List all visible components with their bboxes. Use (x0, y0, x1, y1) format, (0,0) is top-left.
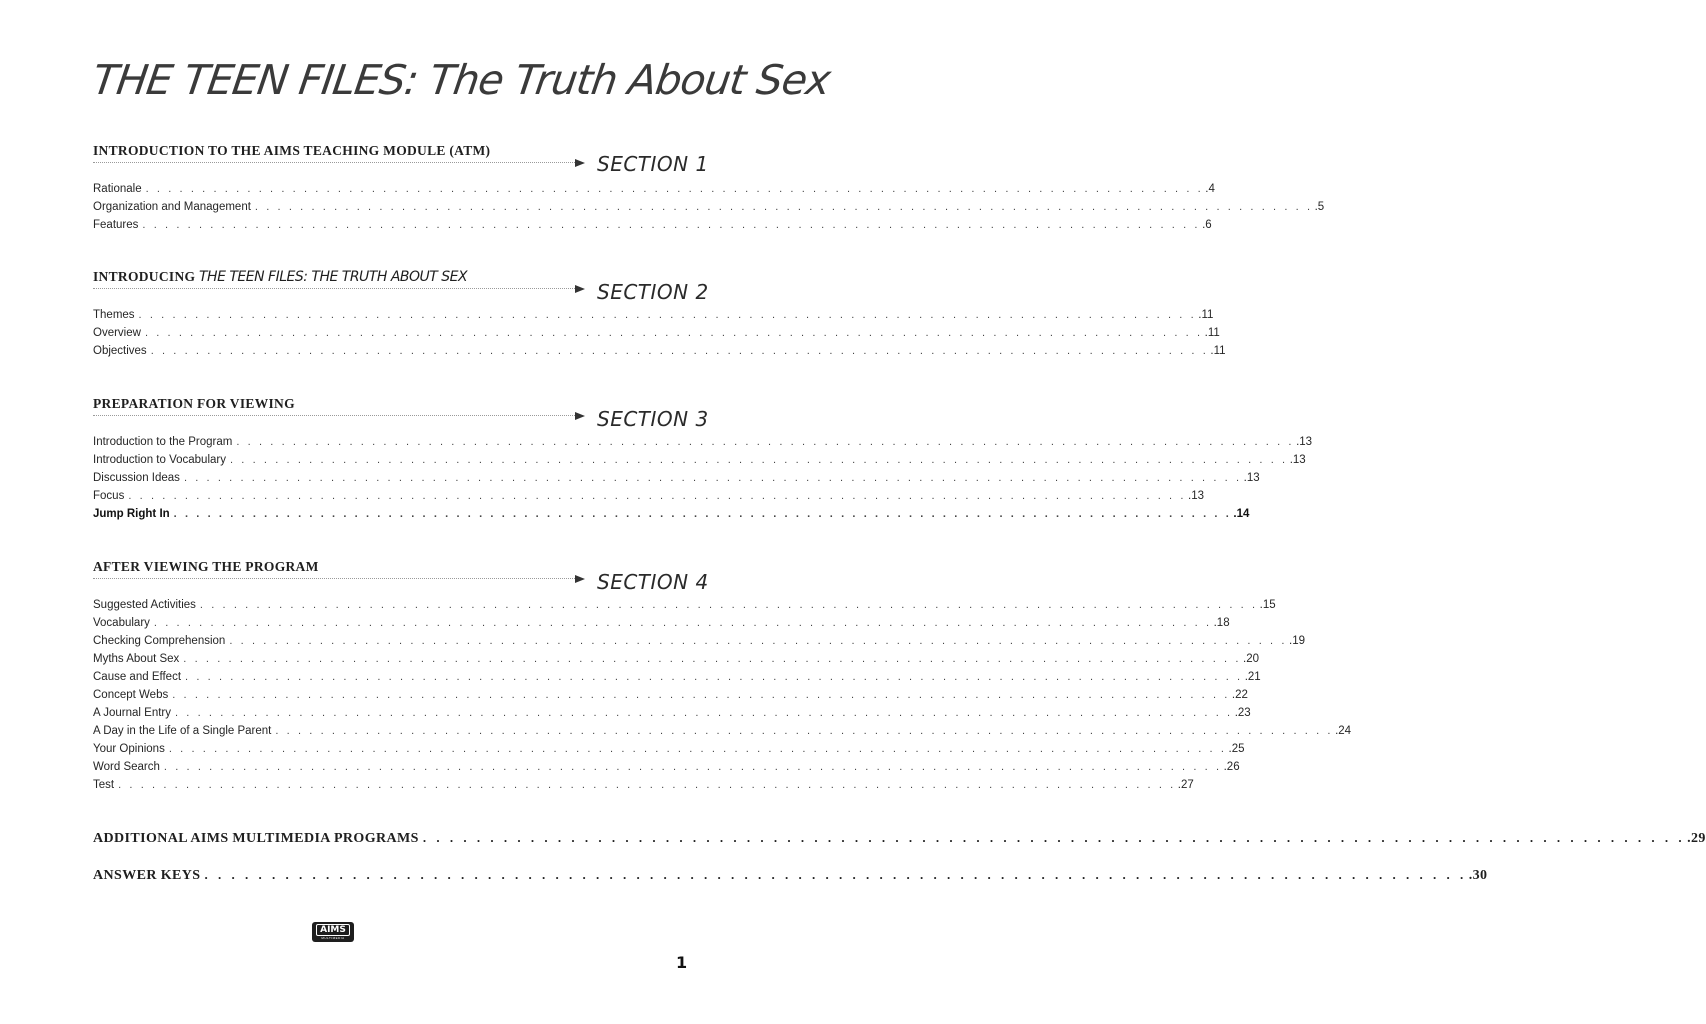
dot-leader (255, 198, 1313, 216)
toc-entry[interactable] (93, 216, 1212, 234)
toc-entry-label: Organization and Management (93, 201, 251, 213)
aims-logo (312, 922, 354, 942)
toc-entry[interactable] (93, 487, 1205, 505)
toc-entry[interactable] (93, 668, 1261, 686)
toc-entry[interactable] (93, 758, 1240, 776)
toc-entry-label: Focus (93, 490, 125, 502)
section-label: SECTION 2 (597, 280, 709, 304)
toc-entry-page: .27 (1177, 779, 1194, 791)
section-label: SECTION 1 (597, 152, 709, 176)
toc-entry-page: .30 (1468, 868, 1488, 883)
section-heading-text: AFTER VIEWING THE PROGRAM (93, 559, 319, 574)
section-heading-text: PREPARATION FOR VIEWING (93, 396, 295, 411)
toc-entry[interactable] (93, 596, 1276, 614)
toc-entry[interactable] (93, 180, 1215, 198)
dot-leader (175, 704, 1233, 722)
toc-list (93, 180, 1325, 234)
toc-entry-page: .21 (1244, 671, 1261, 683)
toc-list (93, 596, 1352, 794)
toc-entry-page: .5 (1314, 201, 1325, 213)
toc-entry-label: A Day in the Life of a Single Parent (93, 725, 272, 737)
section-1 (93, 142, 1325, 234)
toc-entry-additional-programs[interactable] (93, 828, 1706, 848)
section-heading-text: INTRODUCTION TO THE AIMS TEACHING MODULE (ATM) (93, 143, 491, 158)
arrow-icon (575, 575, 585, 583)
toc-entry-page: .18 (1213, 617, 1230, 629)
dot-leader (154, 614, 1212, 632)
toc-entry[interactable] (93, 324, 1220, 342)
arrow-icon (575, 285, 585, 293)
dot-leader (174, 505, 1232, 523)
page-number: 1 (676, 953, 688, 972)
toc-entry-label: Jump Right In (93, 508, 170, 520)
toc-entry[interactable] (93, 451, 1306, 469)
logo-wordmark: AIMS (316, 924, 350, 936)
toc-entry-label: Concept Webs (93, 689, 169, 701)
section-3 (93, 395, 1313, 523)
toc-entry-label: Test (93, 779, 115, 791)
toc-entry-page: .11 (1210, 345, 1226, 357)
toc-entry-label: Themes (93, 309, 135, 321)
dot-leader (118, 776, 1176, 794)
dot-leader (128, 487, 1186, 505)
section-heading-italic: THE TEEN FILES: THE TRUTH ABOUT SEX (198, 269, 468, 285)
toc-entry-label: Cause and Effect (93, 671, 182, 683)
toc-entry[interactable] (93, 632, 1306, 650)
toc-entry[interactable] (93, 614, 1230, 632)
dot-leader (236, 433, 1294, 451)
toc-entry[interactable] (93, 469, 1260, 487)
toc-entry-label: Word Search (93, 761, 160, 773)
toc-entry-label: Introduction to the Program (93, 436, 233, 448)
toc-entry-page: .11 (1198, 309, 1214, 321)
toc-entry-label: Checking Comprehension (93, 635, 226, 647)
toc-entry[interactable] (93, 686, 1248, 704)
toc-entry-answer-keys[interactable] (93, 865, 1488, 885)
toc-entry-page: .13 (1188, 490, 1205, 502)
toc-entry-page: .24 (1335, 725, 1352, 737)
toc-entry-page: .13 (1243, 472, 1260, 484)
toc-entry-page: .25 (1228, 743, 1245, 755)
toc-entry[interactable] (93, 433, 1313, 451)
toc-entry[interactable] (93, 342, 1226, 360)
toc-entry-page: .19 (1289, 635, 1306, 647)
toc-entry[interactable] (93, 198, 1325, 216)
toc-entry-label: Myths About Sex (93, 653, 180, 665)
toc-entry-label: Rationale (93, 183, 142, 195)
dot-leader (139, 306, 1197, 324)
toc-entry-page: .22 (1231, 689, 1248, 701)
document-title (89, 50, 833, 110)
toc-entry-page: .20 (1243, 653, 1259, 665)
toc-entry-label: Introduction to Vocabulary (93, 454, 226, 466)
toc-entry-label: A Journal Entry (93, 707, 171, 719)
toc-entry-label: Features (93, 219, 139, 231)
section-rule (93, 578, 575, 580)
toc-entry-page: .4 (1205, 183, 1215, 195)
toc-entry-page: .23 (1234, 707, 1251, 719)
dot-leader (164, 758, 1222, 776)
arrow-icon (575, 159, 585, 167)
toc-entry-label: Overview (93, 327, 141, 339)
dot-leader (275, 722, 1333, 740)
toc-entry-label: ADDITIONAL AIMS MULTIMEDIA PROGRAMS (93, 831, 419, 846)
dot-leader (142, 216, 1200, 234)
dot-leader (151, 342, 1209, 360)
toc-entry[interactable] (93, 505, 1250, 523)
section-label: SECTION 4 (597, 570, 709, 594)
section-heading-text: INTRODUCING (93, 269, 199, 284)
section-rule (93, 162, 575, 164)
dot-leader (184, 469, 1242, 487)
toc-entry[interactable] (93, 306, 1214, 324)
dot-leader (230, 451, 1288, 469)
title-main: THE TEEN FILES: (89, 56, 422, 104)
toc-entry-label: Suggested Activities (93, 599, 196, 611)
section-rule (93, 288, 575, 290)
dot-leader (229, 632, 1287, 650)
dot-leader (423, 828, 1685, 848)
toc-entry-label: Your Opinions (93, 743, 165, 755)
dot-leader (183, 650, 1241, 668)
toc-entry-page: .6 (1202, 219, 1212, 231)
toc-list (93, 306, 1226, 360)
dot-leader (146, 180, 1204, 198)
toc-entry[interactable] (93, 722, 1352, 740)
toc-entry[interactable] (93, 704, 1251, 722)
toc-entry-label: Vocabulary (93, 617, 150, 629)
toc-entry[interactable] (93, 650, 1259, 668)
toc-entry-label: ANSWER KEYS (93, 868, 201, 883)
section-4 (93, 558, 1352, 794)
toc-entry-page: .13 (1289, 454, 1306, 466)
toc-entry-page: .29 (1687, 831, 1706, 846)
logo-subtext: MULTIMEDIA (321, 936, 345, 940)
dot-leader (172, 686, 1230, 704)
toc-entry[interactable] (93, 776, 1194, 794)
arrow-icon (575, 412, 585, 420)
section-label: SECTION 3 (597, 407, 709, 431)
toc-entry-page: .11 (1204, 327, 1220, 339)
dot-leader (169, 740, 1227, 758)
dot-leader (145, 324, 1203, 342)
toc-entry-label: Objectives (93, 345, 147, 357)
dot-leader (185, 668, 1243, 686)
toc-entry-label: Discussion Ideas (93, 472, 180, 484)
dot-leader (200, 596, 1258, 614)
toc-entry-page: .26 (1223, 761, 1240, 773)
toc-entry-page: .13 (1296, 436, 1313, 448)
toc-list (93, 433, 1313, 523)
dot-leader (204, 865, 1466, 885)
toc-entry-page: .15 (1259, 599, 1276, 611)
title-subtitle: The Truth About Sex (414, 56, 833, 104)
toc-entry[interactable] (93, 740, 1245, 758)
section-2 (93, 268, 1226, 360)
toc-entry-page: .14 (1233, 508, 1250, 520)
section-rule (93, 415, 575, 417)
